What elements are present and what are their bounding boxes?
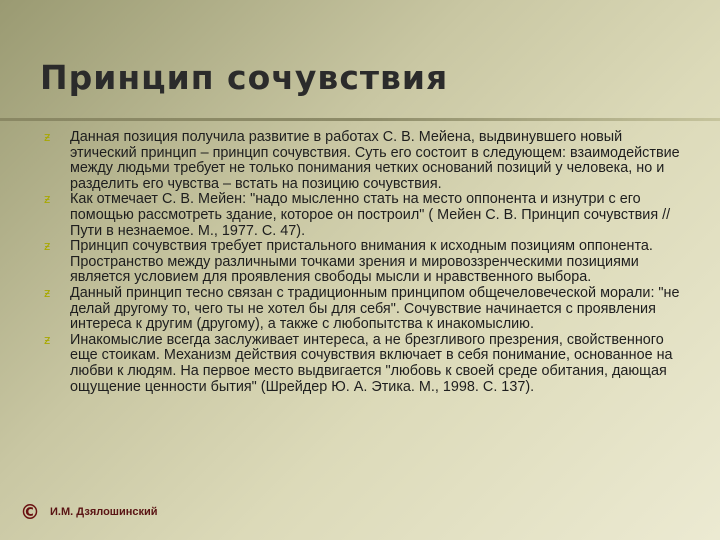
bullet-list [44,130,688,395]
z-bullet-icon: ƶ [44,332,51,347]
z-bullet-icon: ƶ [44,192,51,207]
bullet-text: Как отмечает С. В. Мейен: "надо мысленно стать на место оппонента и изнутри с его помощью рассмотреть здание, которое он построил" ( Мейен С. В. Принцип сочувствия // Пути в незнаемое. М., 1977. С. 47). [70,191,671,239]
bullet-text: Данный принцип тесно связан с традиционным принципом общечеловеческой морали: "не делай другому то, чего ты не хотел бы для себя". Сочувствие начинается с проявления интереса к другим (другому), а также с любопытства к инакомыслию. [70,284,680,333]
bullet-item [44,286,688,333]
z-bullet-icon: ƶ [44,285,51,300]
bullet-item [44,239,688,286]
bullet-text: Инакомыслие всегда заслуживает интереса, а не брезгливого презрения, свойственного еще стоикам. Механизм действия сочувствия включает в себя понимание, основанное на любви к людям. На первое место выдвигается "любовь к своей среде обитания, дающая ощущение ценности бытия" (Шрейдер Ю. А. Этика. М., 1998. С. 137). [70,331,673,395]
bullet-text: Данная позиция получила развитие в работах С. В. Мейена, выдвинувшего новый этический принцип – принцип сочувствия. Суть его состоит в следующем: взаимодействие между людьми требует не только понимания четких оснований позиций у человека, но и разделить его чувства – встать на позицию сочувствия. [70,129,680,192]
bullet-item [44,130,688,192]
footer [20,502,158,522]
copyright-icon: © [20,500,40,524]
z-bullet-icon: ƶ [44,130,51,144]
bullet-item [44,192,688,239]
bullet-text: Принцип сочувствия требует пристального внимания к исходным позициям оппонента. Пространство между различными точками зрения и мировоззренческими позициями является условием для проявления свободы мысли и нравственного выбора. [70,238,653,286]
z-bullet-icon: ƶ [44,239,51,254]
title-divider [0,118,720,121]
author-name: И.М. Дзялошинский [50,506,158,518]
bullet-item [44,333,688,395]
slide-title: Принцип сочувствия [40,58,449,97]
